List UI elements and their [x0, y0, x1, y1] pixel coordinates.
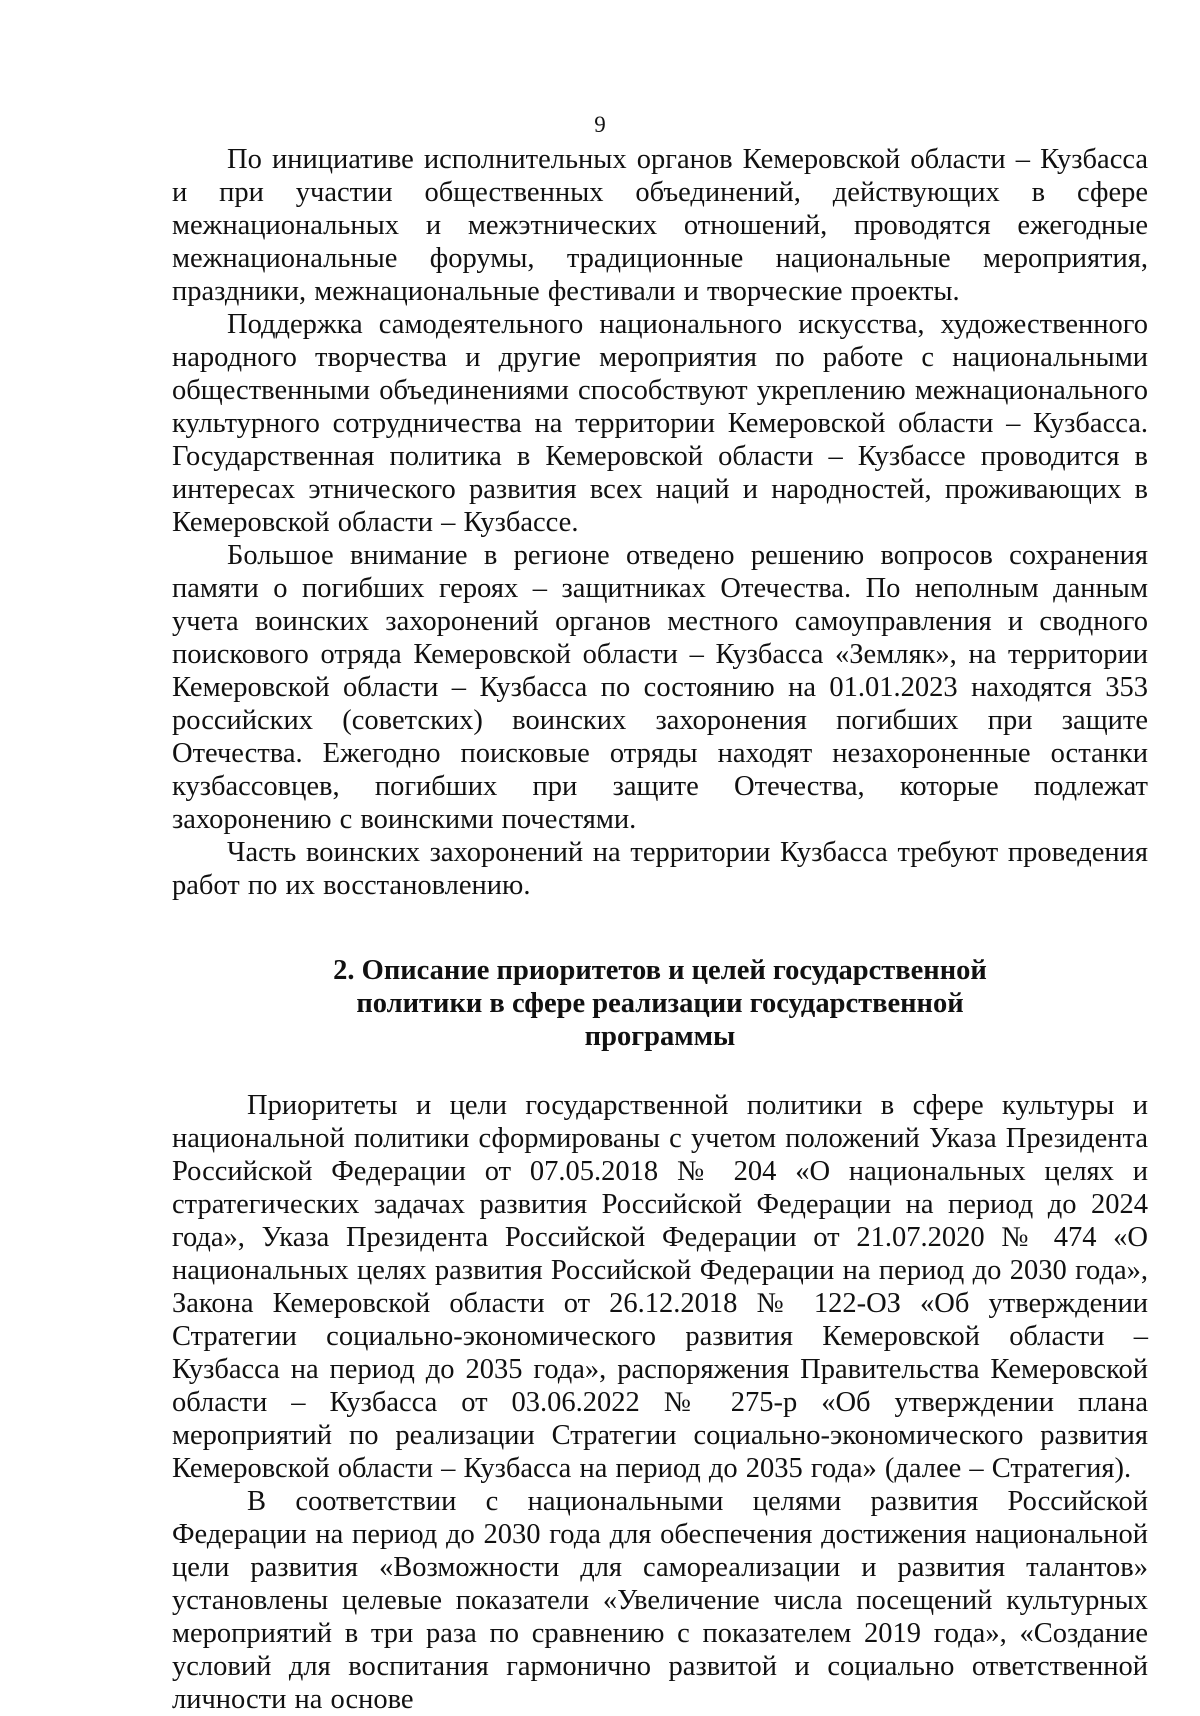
section-heading	[172, 954, 1148, 1053]
section-heading-line-1: 2. Описание приоритетов и целей государственной	[333, 955, 987, 986]
paragraph-national-art-support: Поддержка самодеятельного национального искусства, художественного народного творчества и другие мероприятия по работе с национальными общественными объединениями способствуют укреплению межнационального культурного сотрудничества на территории Кемеровской области – Кузбасса. Государственная политика в Кемеровской области – Кузбассе проводится в интересах этнического развития всех наций и народностей, проживающих в Кемеровской области – Кузбассе.	[172, 309, 1148, 538]
section-heading-line-3: программы	[584, 1021, 736, 1052]
paragraph-interethnic-forums: По инициативе исполнительных органов Кемеровской области – Кузбасса и при участии общественных объединений, действующих в сфере межнациональных и межэтнических отношений, проводятся ежегодные межнациональные форумы, традиционные национальные мероприятия, праздники, межнациональные фестивали и творческие проекты.	[172, 144, 1148, 307]
paragraph-war-memorials: Большое внимание в регионе отведено решению вопросов сохранения памяти о погибших героях – защитниках Отечества. По неполным данным учета воинских захоронений органов местного самоуправления и сводного поискового отряда Кемеровской области – Кузбасса «Земляк», на территории Кемеровской области – Кузбасса по состоянию на 01.01.2023 находятся 353 российских (советских) воинских захоронения погибших при защите Отечества. Ежегодно поисковые отряды находят незахороненные останки кузбассовцев, погибших при защите Отечества, которые подлежат захоронению с воинскими почестями.	[172, 540, 1148, 835]
page-number: 9	[594, 112, 606, 137]
page-content	[172, 143, 1148, 1716]
section-heading-line-2: политики в сфере реализации государственной	[356, 988, 964, 1019]
paragraph-memorial-restoration: Часть воинских захоронений на территории Кузбасса требуют проведения работ по их восстановлению.	[172, 837, 1148, 901]
paragraph-priorities-and-goals: Приоритеты и цели государственной политики в сфере культуры и национальной политики сформированы с учетом положений Указа Президента Российской Федерации от 07.05.2018 № 204 «О национальных целях и стратегических задачах развития Российской Федерации на период до 2024 года», Указа Президента Российской Федерации от 21.07.2020 № 474 «О национальных целях развития Российской Федерации на период до 2030 года», Закона Кемеровской области от 26.12.2018 № 122-ОЗ «Об утверждении Стратегии социально-экономического развития Кемеровской области – Кузбасса на период до 2035 года», распоряжения Правительства Кемеровской области – Кузбасса от 03.06.2022 № 275-р «Об утверждении плана мероприятий по реализации Стратегии социально-экономического развития Кемеровской области – Кузбасса на период до 2035 года» (далее – Стратегия).	[172, 1090, 1148, 1484]
paragraph-national-targets: В соответствии с национальными целями развития Российской Федерации на период до 2030 года для обеспечения достижения национальной цели развития «Возможности для самореализации и развития талантов» установлены целевые показатели «Увеличение числа посещений культурных мероприятий в три раза по сравнению с показателем 2019 года», «Создание условий для воспитания гармонично развитой и социально ответственной личности на основе	[172, 1486, 1148, 1715]
